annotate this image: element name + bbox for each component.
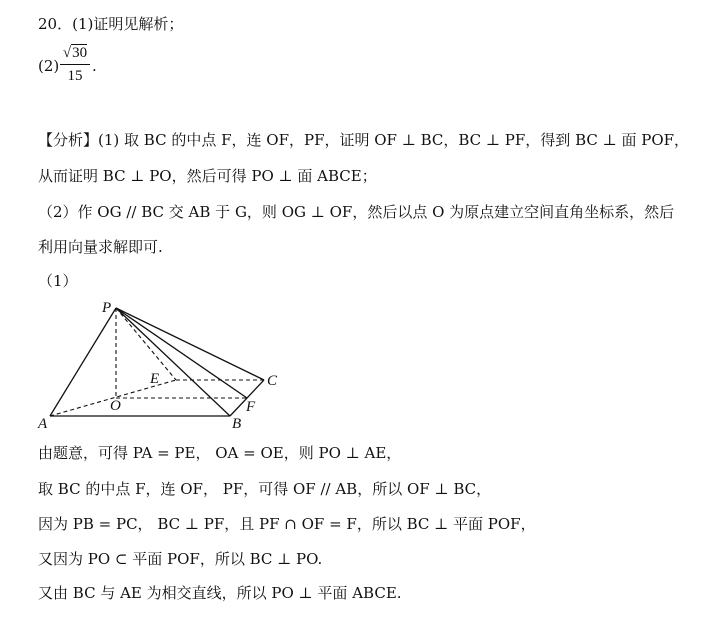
label-F: F — [246, 399, 256, 415]
answer-header: 20．(1)证明见解析； — [38, 15, 184, 33]
pyramid-figure — [30, 296, 330, 436]
label-E: E — [150, 371, 160, 387]
edge-PC — [116, 308, 264, 380]
analysis-line-3: （2）作 OG // BC 交 AB 于 G，则 OG ⊥ OF，然后以点 O 为原点建立空间直角坐标系，然后 — [38, 203, 675, 221]
answer-fraction — [60, 44, 90, 85]
part2-prefix: (2) — [38, 57, 60, 75]
edge-PB — [116, 308, 230, 416]
analysis-line-4: 利用向量求解即可. — [38, 238, 163, 256]
fraction-denominator: 15 — [67, 68, 83, 84]
analysis-line-2: 从而证明 BC ⊥ PO，然后可得 PO ⊥ 面 ABCE； — [38, 167, 377, 185]
edge-PE — [116, 308, 176, 380]
label-A: A — [38, 416, 48, 432]
part1-label: （1） — [38, 272, 78, 290]
part2-suffix: . — [92, 57, 97, 75]
label-O: O — [110, 398, 121, 414]
fraction-bar — [60, 64, 90, 65]
solution-line-1: 由题意，可得 PA = PE， OA = OE，则 PO ⊥ AE， — [38, 444, 402, 462]
edge-PF — [116, 308, 247, 398]
label-C: C — [267, 373, 278, 389]
solution-line-5: 又由 BC 与 AE 为相交直线，所以 PO ⊥ 平面 ABCE. — [38, 584, 402, 602]
fraction-numerator: √30 — [62, 45, 88, 61]
analysis-line-1: 【分析】(1) 取 BC 的中点 F，连 OF，PF，证明 OF ⊥ BC，BC ⊥ PF，得到 BC ⊥ 面 POF， — [38, 131, 690, 149]
label-P: P — [102, 300, 112, 316]
sqrt-radicand: 30 — [72, 45, 88, 61]
solution-line-4: 又因为 PO ⊂ 平面 POF，所以 BC ⊥ PO. — [38, 550, 323, 568]
solution-line-3: 因为 PB = PC， BC ⊥ PF，且 PF ∩ OF = F，所以 BC ⊥ 平面 POF， — [38, 515, 536, 533]
label-B: B — [232, 416, 242, 432]
solution-line-2: 取 BC 的中点 F，连 OF， PF，可得 OF // AB，所以 OF ⊥ BC， — [38, 480, 492, 498]
